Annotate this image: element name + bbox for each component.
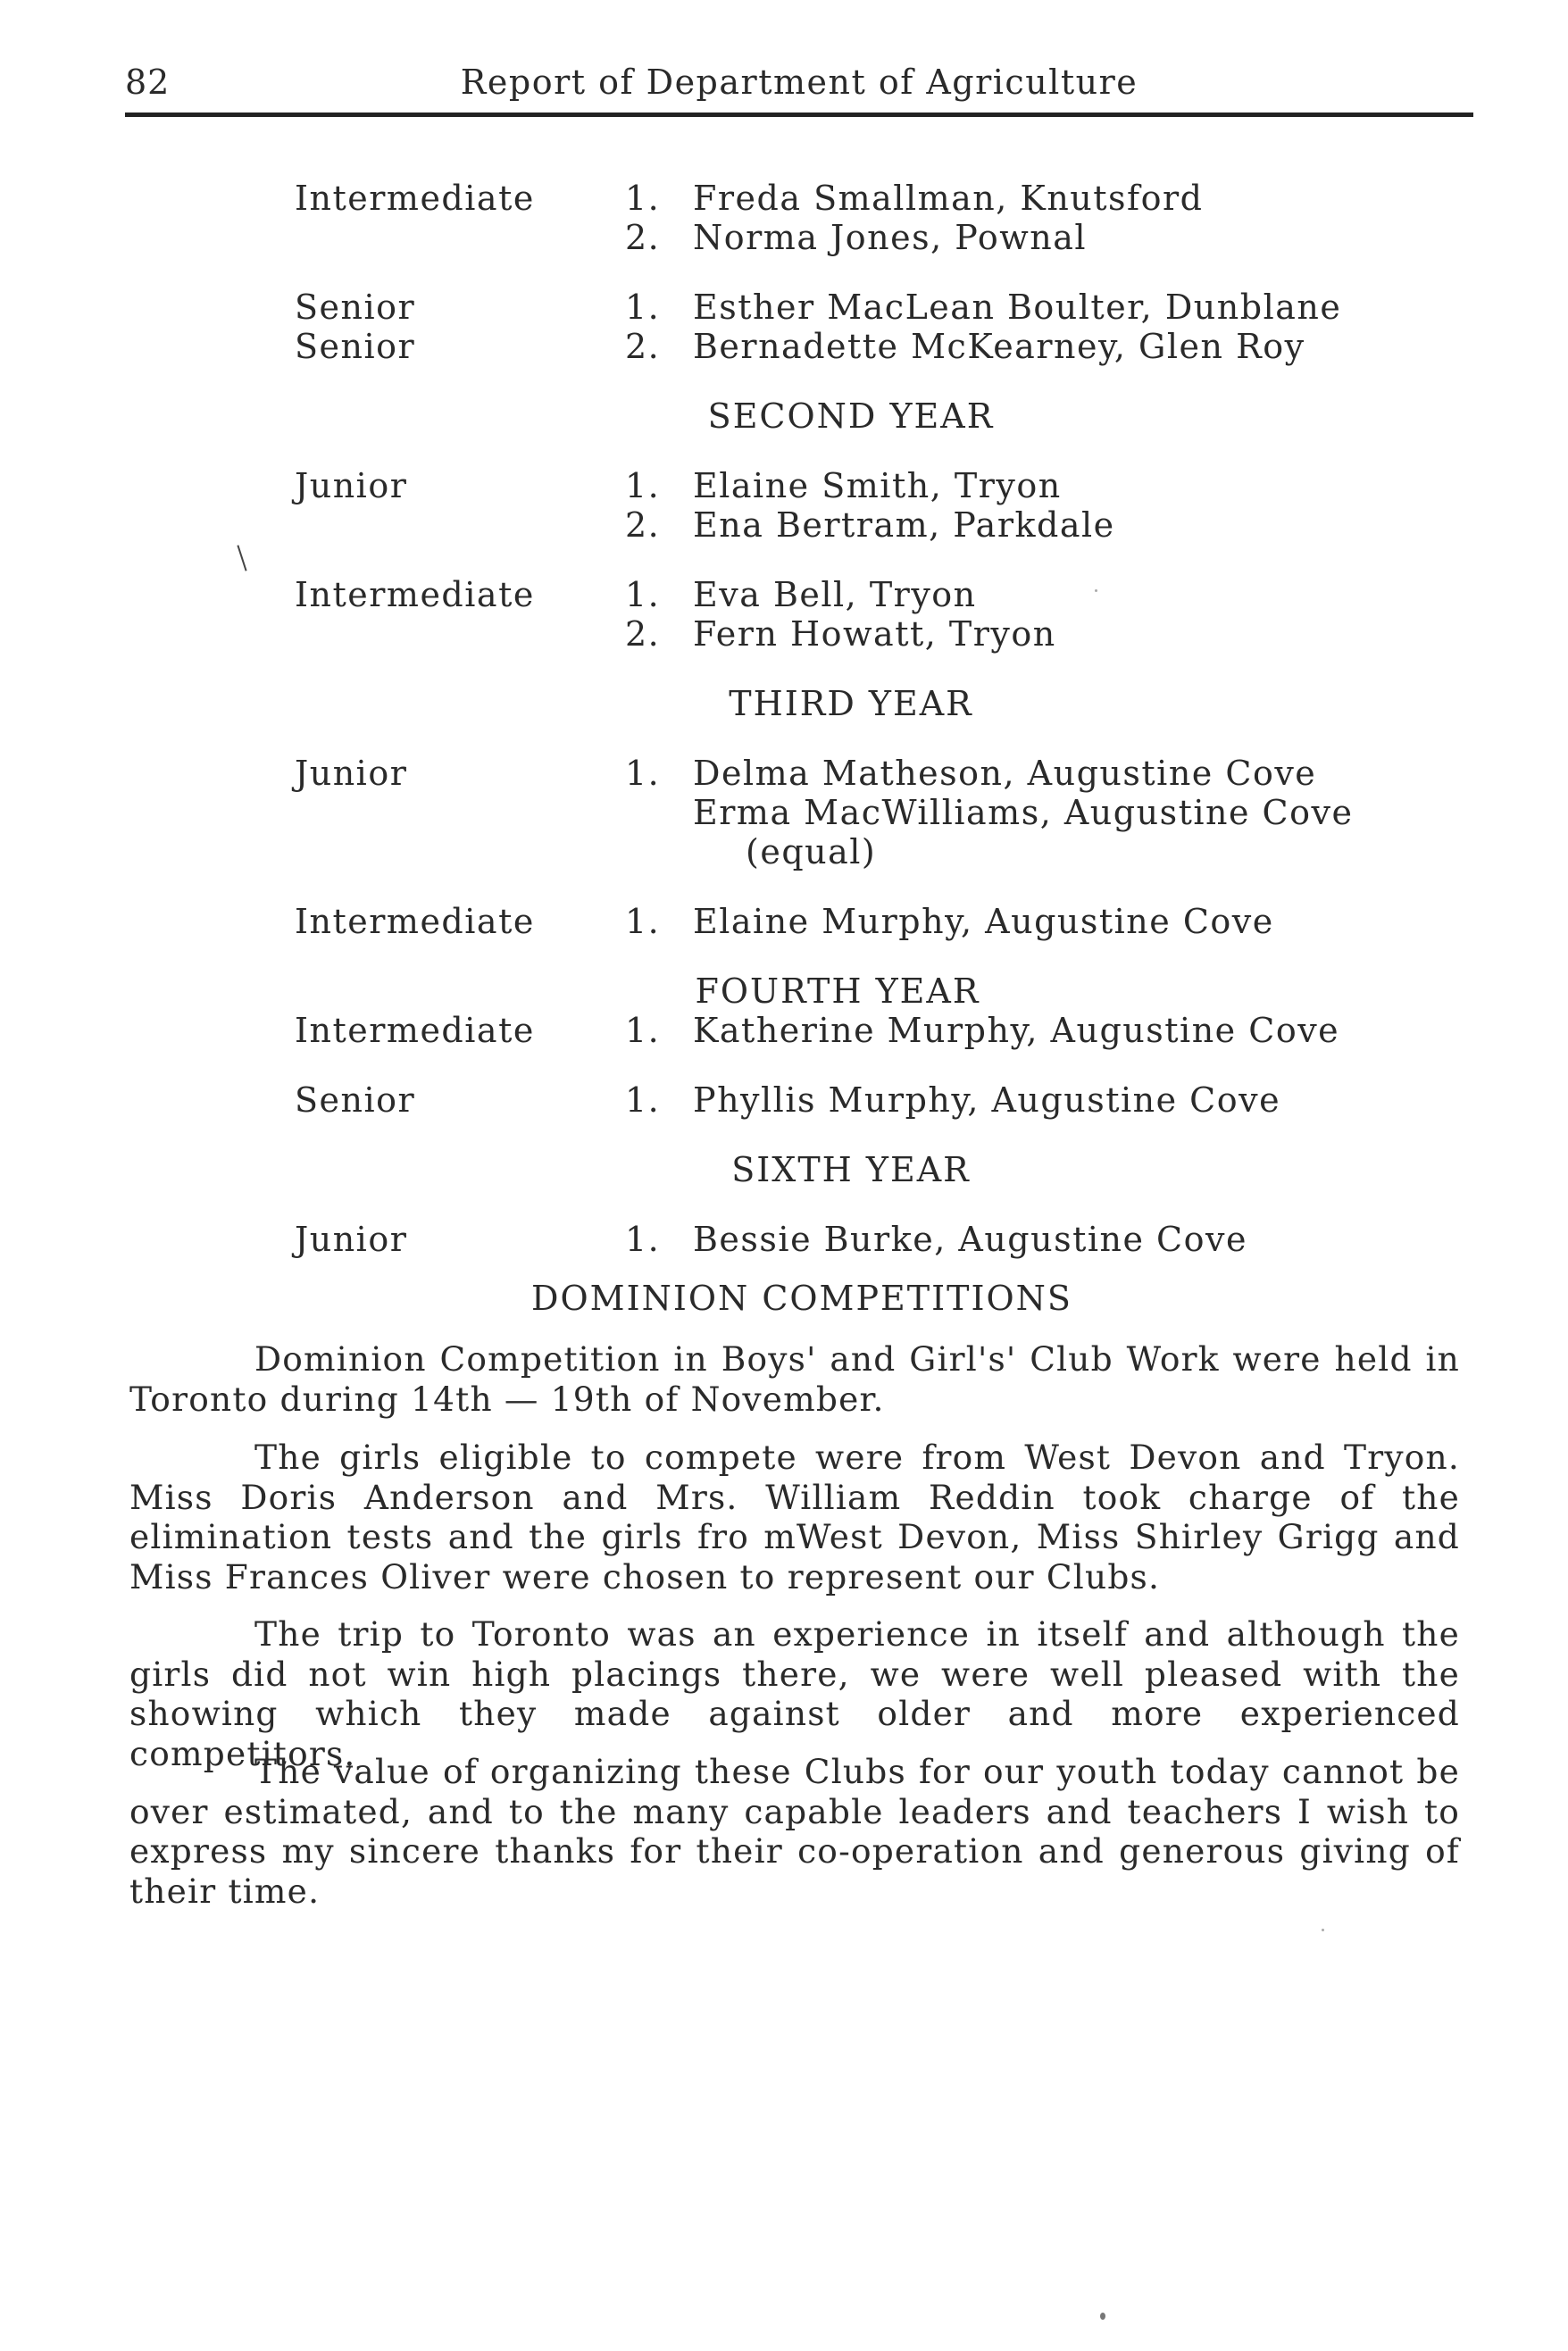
winner-name: Freda Smallman, Knutsford xyxy=(693,179,1204,218)
winner-name: Norma Jones, Pownal xyxy=(693,218,1088,257)
winner-name: Eva Bell, Tryon xyxy=(693,575,977,614)
category-label: Junior xyxy=(295,466,408,505)
placing-number: 2. xyxy=(625,327,661,366)
body-paragraph: The trip to Toronto was an experience in itself and although the girls did not win high placings there, we were well pleased with the showing which they made against older and more experienced competitors. xyxy=(129,1614,1460,1773)
category-label: Intermediate xyxy=(295,1011,535,1050)
placing-number: 1. xyxy=(625,179,661,218)
category-label: Intermediate xyxy=(295,179,535,218)
section-heading-third-year: THIRD YEAR xyxy=(729,684,973,723)
winner-name: Elaine Murphy, Augustine Cove xyxy=(693,902,1274,941)
placing-number: 2. xyxy=(625,218,661,257)
category-label: Senior xyxy=(295,327,416,366)
winner-name: Fern Howatt, Tryon xyxy=(693,614,1056,654)
placing-number: 1. xyxy=(625,288,661,327)
category-label: Junior xyxy=(295,1220,408,1259)
section-heading-fourth-year: FOURTH YEAR xyxy=(695,971,980,1011)
category-label: Senior xyxy=(295,1080,416,1120)
placing-number: 1. xyxy=(625,1080,661,1120)
page-header xyxy=(125,55,1473,116)
placing-number: 1. xyxy=(625,754,661,793)
placing-number: 2. xyxy=(625,614,661,654)
category-label: Intermediate xyxy=(295,902,535,941)
running-title: Report of Department of Agriculture xyxy=(460,63,1138,102)
scan-mark xyxy=(237,545,246,571)
winner-name: Bernadette McKearney, Glen Roy xyxy=(693,327,1305,366)
placing-number: 1. xyxy=(625,575,661,614)
winner-name: Esther MacLean Boulter, Dunblane xyxy=(693,288,1342,327)
equal-note: (equal) xyxy=(746,832,877,871)
category-label: Senior xyxy=(295,288,416,327)
scan-speck xyxy=(1100,2313,1105,2320)
placing-number: 1. xyxy=(625,1220,661,1259)
scan-speck xyxy=(1322,1929,1324,1931)
body-paragraph: The girls eligible to compete were from West Devon and Tryon. Miss Doris Anderson and Mrs. William Reddin took charge of the elimination tests and the girls fro mWest Devon, Miss Shirley Grigg and Miss Frances Oliver were chosen to represent our Clubs. xyxy=(129,1438,1460,1597)
category-label: Junior xyxy=(295,754,408,793)
winner-name: Delma Matheson, Augustine Cove xyxy=(693,754,1317,793)
placing-number: 1. xyxy=(625,902,661,941)
placing-number: 1. xyxy=(625,1011,661,1050)
placing-number: 2. xyxy=(625,505,661,545)
section-heading-sixth-year: SIXTH YEAR xyxy=(731,1150,971,1189)
scan-speck xyxy=(1095,589,1097,592)
winner-name: Erma MacWilliams, Augustine Cove xyxy=(693,793,1354,832)
winner-name: Phyllis Murphy, Augustine Cove xyxy=(693,1080,1281,1120)
winner-name: Katherine Murphy, Augustine Cove xyxy=(693,1011,1340,1050)
winner-name: Ena Bertram, Parkdale xyxy=(693,505,1115,545)
body-paragraph: Dominion Competition in Boys' and Girl's' Club Work were held in Toronto during 14th — 19th of November. xyxy=(129,1339,1460,1419)
category-label: Intermediate xyxy=(295,575,535,614)
page-number: 82 xyxy=(125,63,171,102)
winner-name: Elaine Smith, Tryon xyxy=(693,466,1062,505)
body-paragraph: The value of organizing these Clubs for our youth today cannot be over estimated, and to the many capable leaders and teachers I wish to express my sincere thanks for their co-operation and generous giving of their time. xyxy=(129,1752,1460,1911)
section-heading-dominion: DOMINION COMPETITIONS xyxy=(531,1279,1072,1318)
winner-name: Bessie Burke, Augustine Cove xyxy=(693,1220,1247,1259)
placing-number: 1. xyxy=(625,466,661,505)
header-rule xyxy=(125,113,1473,117)
section-heading-second-year: SECOND YEAR xyxy=(707,396,995,436)
